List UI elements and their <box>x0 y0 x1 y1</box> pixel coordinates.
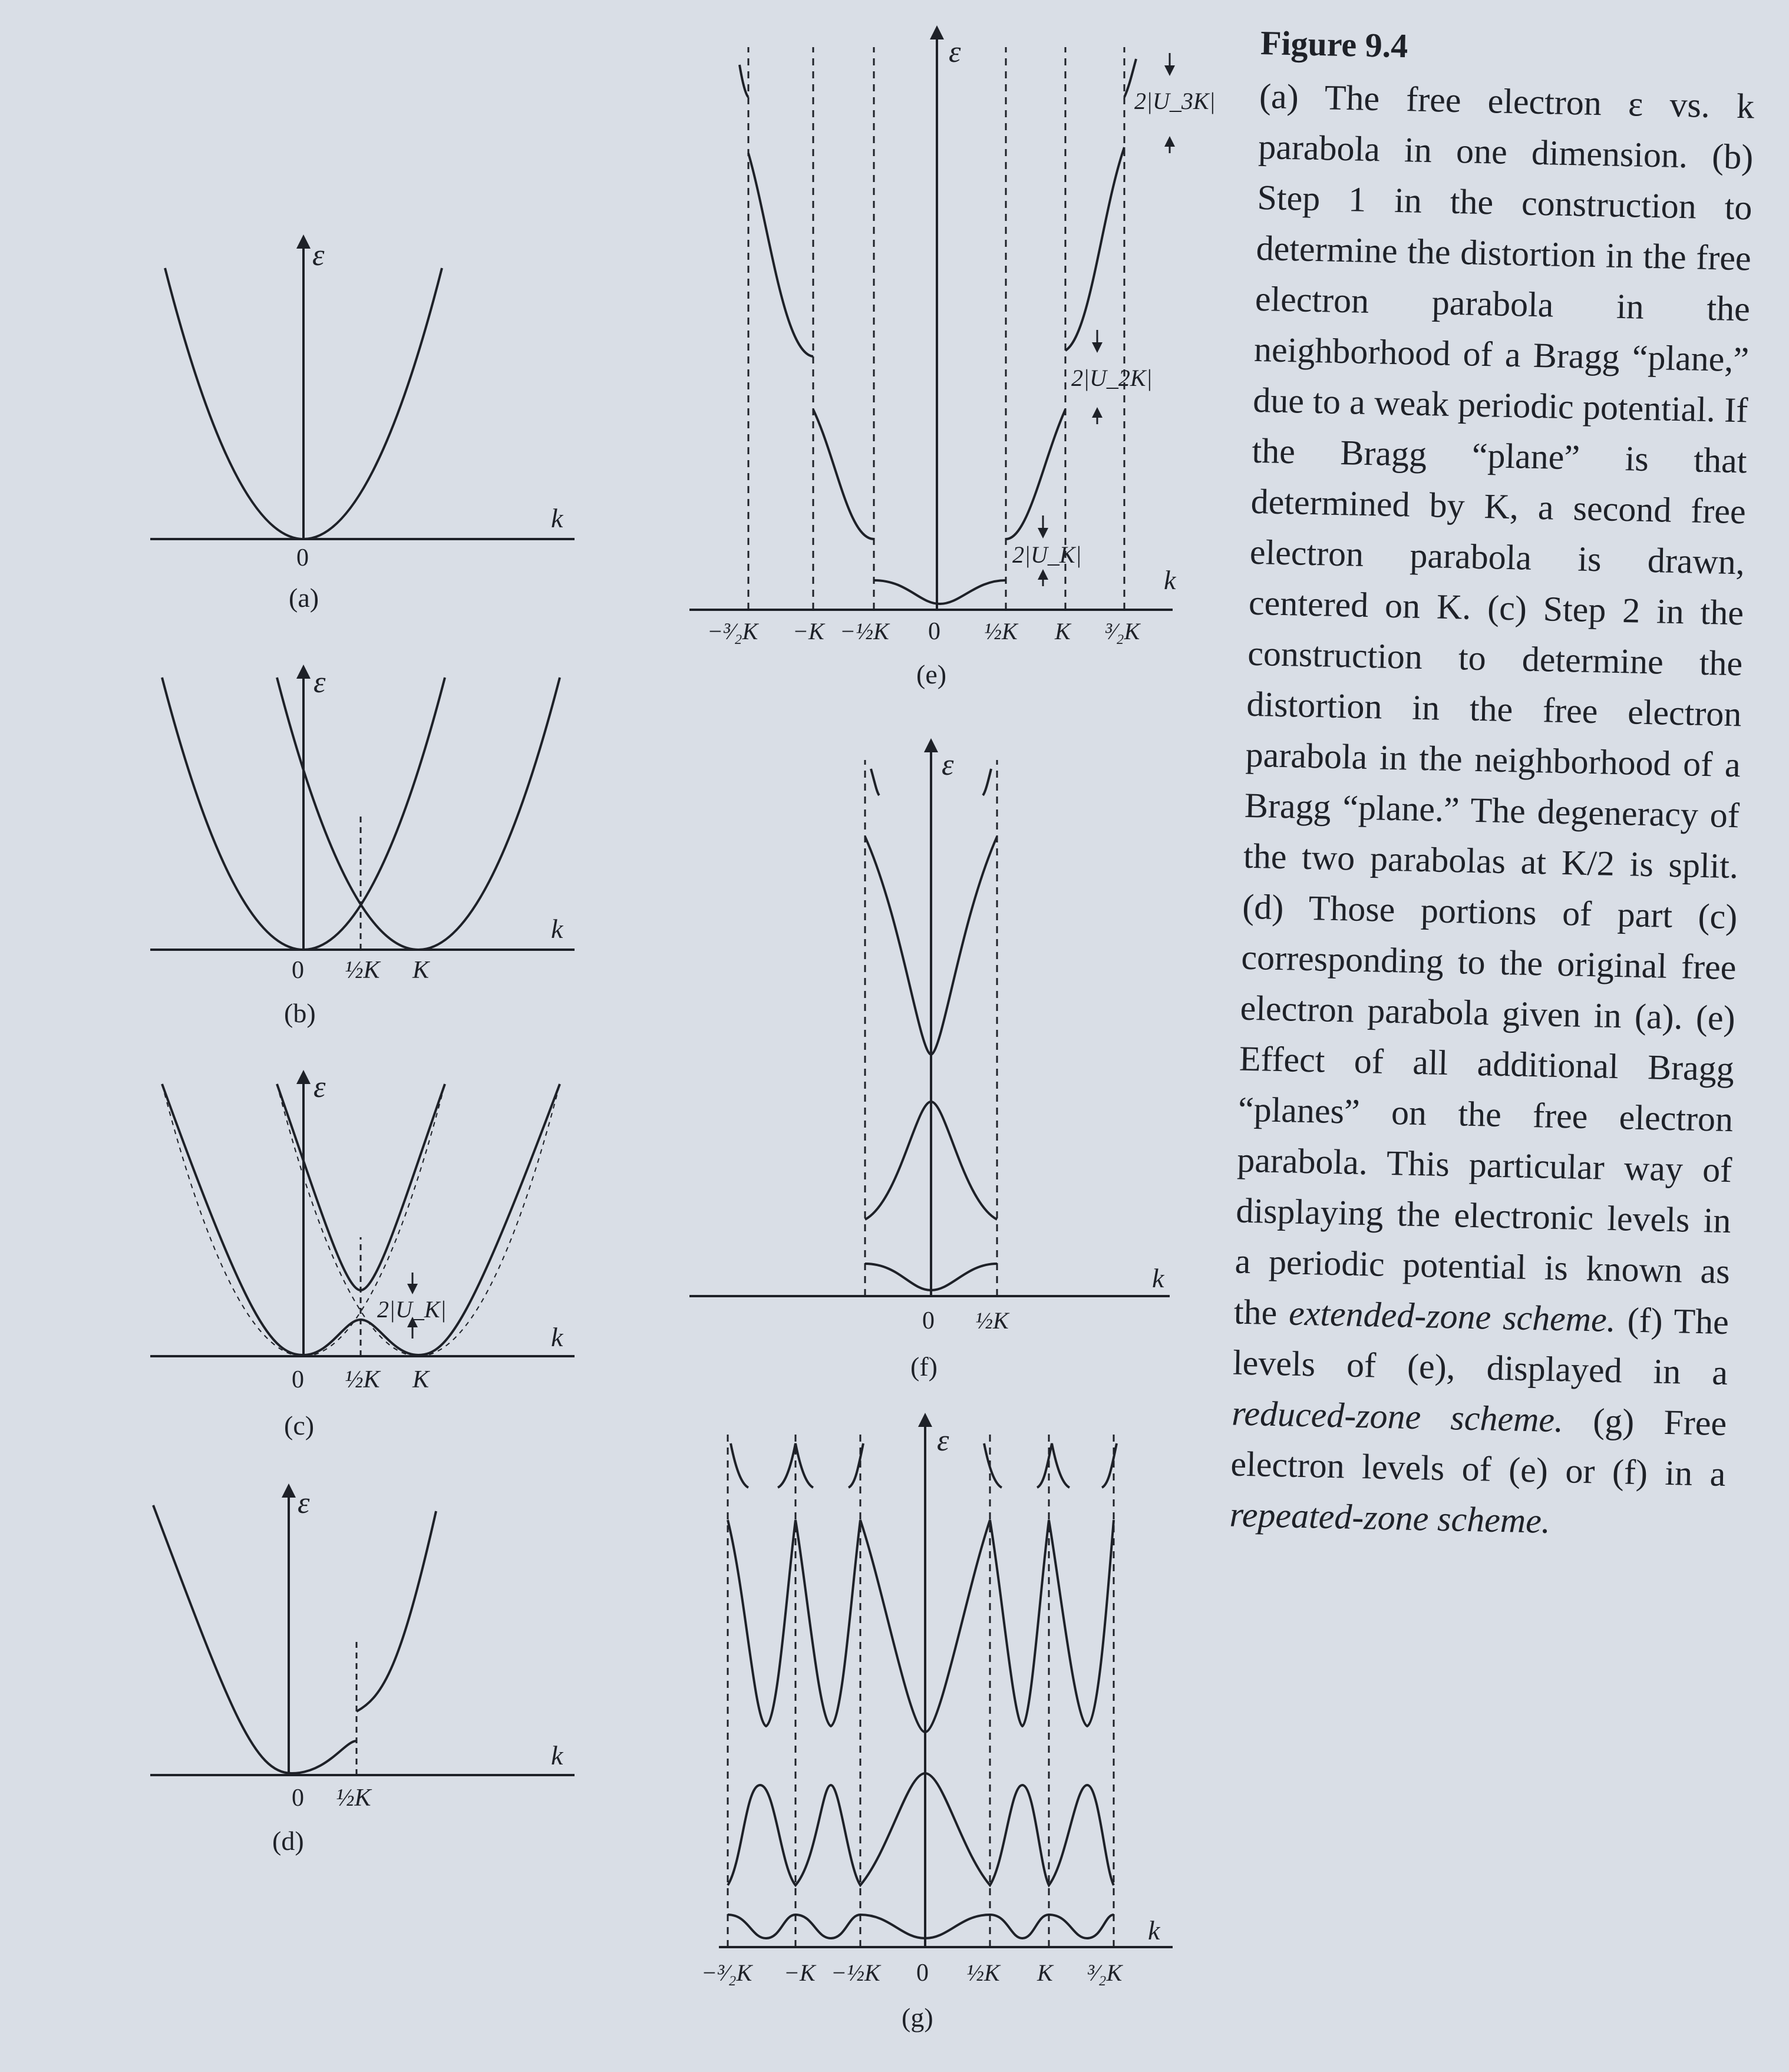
panel-b <box>150 672 575 950</box>
panel-e-tick: −K <box>793 618 824 645</box>
panel-c-gap-label: 2|U_K| <box>377 1296 447 1323</box>
panel-e-band-2-left <box>813 409 874 539</box>
caption-body <box>1229 71 1755 1550</box>
panel-a-k-label: k <box>551 503 563 533</box>
panel-f-k-label: k <box>1152 1263 1164 1293</box>
caption-run: (f) The levels of (e), displayed in a <box>1232 1300 1729 1393</box>
panel-g-tick: ½K <box>966 1959 1000 1986</box>
panel-e-tick: ³⁄₂K <box>1105 618 1140 645</box>
panel-b-tick: 0 <box>292 957 304 984</box>
panel-f <box>689 745 1170 1296</box>
panel-e-band-3-left <box>748 153 813 356</box>
panel-e-tick: 0 <box>928 618 940 645</box>
panel-c-tick: ½K <box>345 1366 380 1393</box>
panel-g-tick: −³⁄₂K <box>701 1959 752 1986</box>
panel-e-gap-markers <box>1043 53 1170 586</box>
panel-f-energy-label: ε <box>942 748 954 782</box>
panel-c-label: (c) <box>284 1410 315 1440</box>
panel-e-tick: K <box>1055 618 1071 645</box>
panel-c <box>150 1077 575 1356</box>
caption-run: extended-zone scheme. <box>1288 1293 1616 1340</box>
panel-b-k-label: k <box>551 914 563 944</box>
panel-a-label: (a) <box>289 583 319 613</box>
panel-e-band-2-right <box>1006 409 1065 539</box>
panel-g-k-label: k <box>1148 1915 1160 1945</box>
caption-run: (a) The free electron ε vs. k parabola in one dimension. (b) Step 1 in the construction to determine the distortion in the free electron parabola in the neighborhood of a Bragg “plane,” due to a weak periodic potential. If the Bragg “plane” is that determined by K, a second free electron parabola is drawn, centered on K. (c) Step 2 in the construction to determine the distortion in the free electron parabola in the neighborhood of a Bragg “plane.” The degeneracy of the two parabolas at K/2 is split. (d) Those portions of part (c) corresponding to the original free electron parabola given in (a). (e) Effect of all additional Bragg “planes” on the free electron parabola. This particular way of displaying the electronic levels in a periodic potential is known as the <box>1233 76 1755 1333</box>
panel-f-label: (f) <box>910 1351 938 1382</box>
panel-e-gap-label-1: 2|U_K| <box>1012 541 1082 568</box>
panel-c-energy-label: ε <box>313 1070 326 1104</box>
panel-a <box>150 242 575 539</box>
caption-run: reduced-zone scheme. <box>1231 1393 1564 1440</box>
panel-e <box>689 32 1173 610</box>
panel-e-band-4-left <box>740 65 748 97</box>
panel-g-tick: −K <box>784 1959 816 1986</box>
panel-e-tick: −³⁄₂K <box>707 618 758 645</box>
panel-g-band-1 <box>728 1915 1114 1938</box>
panel-e-gap-label-2: 2|U_2K| <box>1071 365 1153 391</box>
panel-d-upper-band <box>357 1511 436 1711</box>
panel-d-label: (d) <box>272 1826 304 1856</box>
panel-b-tick: K <box>412 957 430 984</box>
panel-g-tick: ³⁄₂K <box>1087 1959 1123 1986</box>
panel-e-tick: ½K <box>984 618 1018 645</box>
panel-e-energy-label: ε <box>949 35 961 69</box>
caption-run: (g) Free electron levels of (e) or (f) in a <box>1230 1400 1727 1494</box>
panel-b-label: (b) <box>284 998 316 1028</box>
panel-f-band-4-right <box>983 769 991 795</box>
panel-e-band-1 <box>874 580 1006 604</box>
panel-a-energy-label: ε <box>312 239 325 272</box>
panel-d-lower-band <box>153 1505 357 1773</box>
panel-g-label: (g) <box>902 2002 933 2033</box>
panel-f-tick: 0 <box>922 1307 935 1334</box>
panel-g <box>719 1420 1173 1947</box>
panel-g-band-3 <box>728 1520 1114 1732</box>
panel-a-tick: 0 <box>296 544 309 571</box>
panel-g-band-4 <box>731 1443 1117 1488</box>
panel-d-k-label: k <box>551 1740 563 1770</box>
panel-g-tick: K <box>1037 1959 1053 1986</box>
panel-e-tick: −½K <box>840 618 889 645</box>
panel-e-k-label: k <box>1164 565 1176 595</box>
panel-c-tick: K <box>412 1366 430 1393</box>
panel-e-band-3-right <box>1065 147 1124 351</box>
panel-d-tick: 0 <box>292 1785 304 1812</box>
panel-e-label: (e) <box>916 659 947 689</box>
panel-d <box>150 1491 575 1775</box>
panel-b-parabola-shifted <box>277 678 560 950</box>
panel-g-tick: −½K <box>831 1959 880 1986</box>
panel-g-tick: 0 <box>916 1959 929 1987</box>
panel-c-k-label: k <box>551 1322 563 1352</box>
panel-g-band-2 <box>728 1773 1114 1885</box>
panel-g-energy-label: ε <box>937 1424 949 1458</box>
panel-c-tick: 0 <box>292 1366 304 1393</box>
caption-run: repeated-zone scheme. <box>1229 1495 1551 1541</box>
panel-b-energy-label: ε <box>313 666 326 699</box>
figure-caption <box>1229 18 1756 1550</box>
panel-c-lower-band <box>162 1084 560 1355</box>
panel-d-energy-label: ε <box>298 1486 310 1520</box>
panel-b-tick: ½K <box>345 957 380 984</box>
panel-f-band-4-left <box>871 769 879 795</box>
panel-e-gap-label-3: 2|U_3K| <box>1134 88 1216 114</box>
figure-title: Figure 9.4 <box>1260 23 1408 65</box>
panel-f-tick: ½K <box>975 1307 1009 1334</box>
panel-d-tick: ½K <box>336 1785 371 1812</box>
